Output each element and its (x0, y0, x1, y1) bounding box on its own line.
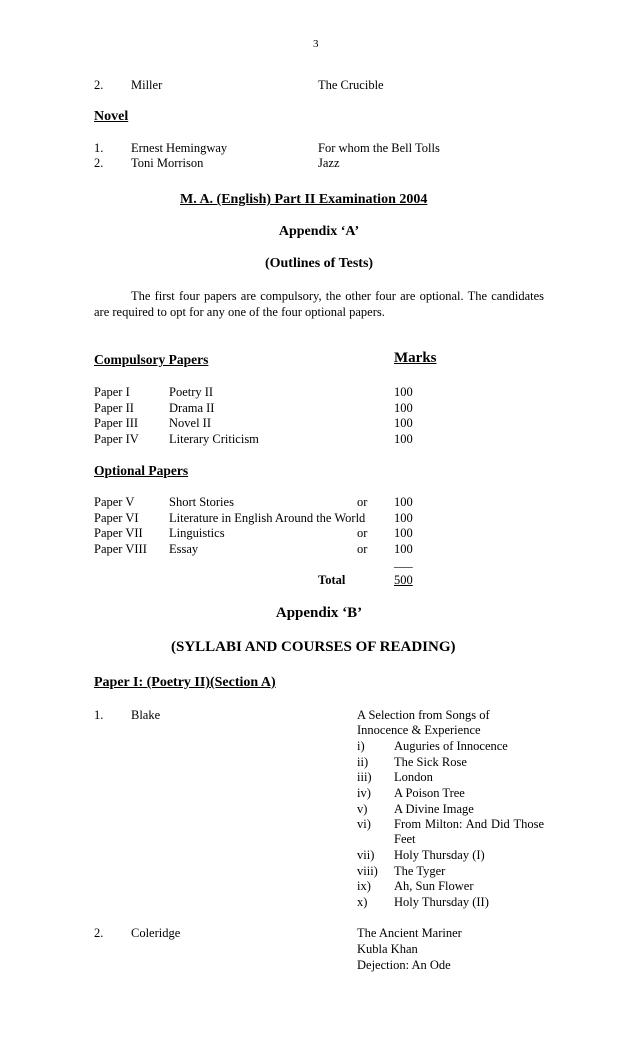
paper-1-heading: Paper I: (Poetry II)(Section A) (94, 675, 276, 690)
paper-subject: Literary Criticism (169, 432, 259, 446)
paper-label: Paper IV (94, 432, 139, 446)
poem-number: iv) (357, 786, 371, 800)
novel-item-title: For whom the Bell Tolls (318, 141, 440, 155)
novel-item-number: 1. (94, 141, 104, 155)
poem-number: v) (357, 802, 368, 816)
blake-number: 1. (94, 708, 104, 722)
paper-marks: 100 (394, 526, 413, 540)
blake-author: Blake (131, 708, 161, 722)
poem-title: A Divine Image (394, 802, 474, 816)
poem-number: viii) (357, 864, 378, 878)
drama-item-number: 2. (94, 78, 104, 92)
novel-item-number: 2. (94, 156, 104, 170)
paper-subject: Essay (169, 542, 199, 556)
paper-subject: Literature in English Around the World (169, 511, 366, 525)
drama-item-title: The Crucible (318, 78, 384, 92)
poem-title: A Poison Tree (394, 786, 465, 800)
novel-item-title: Jazz (318, 156, 340, 170)
appendix-b-subtitle: (SYLLABI AND COURSES OF READING) (171, 639, 456, 655)
paper-marks: 100 (394, 495, 413, 509)
paper-subject: Drama II (169, 401, 215, 415)
poem-number: x) (357, 895, 368, 909)
paper-label: Paper III (94, 416, 139, 430)
intro-paragraph: The first four papers are compulsory, the other four are optional. The candidates are required to opt for any one of the four optional papers. (94, 289, 544, 319)
total-rule: ___ (394, 555, 413, 569)
poem-number: vi) (357, 817, 371, 831)
page-number: 3 (313, 38, 319, 50)
coleridge-work: Dejection: An Ode (357, 958, 451, 972)
paper-label: Paper VII (94, 526, 143, 540)
novel-heading: Novel (94, 109, 129, 124)
blake-selection-line2: Innocence & Experience (357, 723, 481, 737)
paper-subject: Short Stories (169, 495, 234, 509)
poem-number: ii) (357, 755, 369, 769)
or-label: or (357, 526, 368, 540)
poem-title: Holy Thursday (I) (394, 848, 485, 862)
paper-subject: Novel II (169, 416, 211, 430)
poem-title: Auguries of Innocence (394, 739, 508, 753)
paper-marks: 100 (394, 542, 413, 556)
exam-title: M. A. (English) Part II Examination 2004 (180, 192, 428, 207)
poem-title: London (394, 770, 433, 784)
coleridge-number: 2. (94, 926, 104, 940)
paper-subject: Poetry II (169, 385, 214, 399)
marks-heading: Marks (394, 350, 437, 366)
poem-title: The Tyger (394, 864, 446, 878)
poem-number: iii) (357, 770, 372, 784)
total-value: 500 (394, 573, 413, 587)
poem-number: ix) (357, 879, 371, 893)
poem-title: From Milton: And Did Those Feet (394, 817, 544, 846)
coleridge-work: Kubla Khan (357, 942, 418, 956)
optional-papers-heading: Optional Papers (94, 463, 189, 478)
paper-marks: 100 (394, 511, 413, 525)
blake-selection-line1: A Selection from Songs of (357, 708, 490, 722)
novel-item-author: Toni Morrison (131, 156, 204, 170)
novel-item-author: Ernest Hemingway (131, 141, 228, 155)
paper-subject: Linguistics (169, 526, 225, 540)
compulsory-papers-heading: Compulsory Papers (94, 352, 209, 367)
poem-title: The Sick Rose (394, 755, 467, 769)
or-label: or (357, 542, 368, 556)
paper-label: Paper VI (94, 511, 139, 525)
poem-title: Ah, Sun Flower (394, 879, 474, 893)
paper-label: Paper VIII (94, 542, 147, 556)
paper-label: Paper II (94, 401, 134, 415)
coleridge-work: The Ancient Mariner (357, 926, 462, 940)
paper-marks: 100 (394, 416, 413, 430)
paper-marks: 100 (394, 401, 413, 415)
drama-item-author: Miller (131, 78, 163, 92)
paper-label: Paper V (94, 495, 135, 509)
poem-title: Holy Thursday (II) (394, 895, 489, 909)
total-label: Total (318, 573, 346, 587)
paper-label: Paper I (94, 385, 130, 399)
appendix-a-subtitle: (Outlines of Tests) (264, 256, 374, 271)
poem-number: i) (357, 739, 365, 753)
poem-number: vii) (357, 848, 375, 862)
or-label: or (357, 495, 368, 509)
appendix-a-title: Appendix ‘A’ (278, 224, 360, 239)
appendix-b-title: Appendix ‘B’ (275, 605, 363, 621)
coleridge-author: Coleridge (131, 926, 181, 940)
paper-marks: 100 (394, 432, 413, 446)
paper-marks: 100 (394, 385, 413, 399)
